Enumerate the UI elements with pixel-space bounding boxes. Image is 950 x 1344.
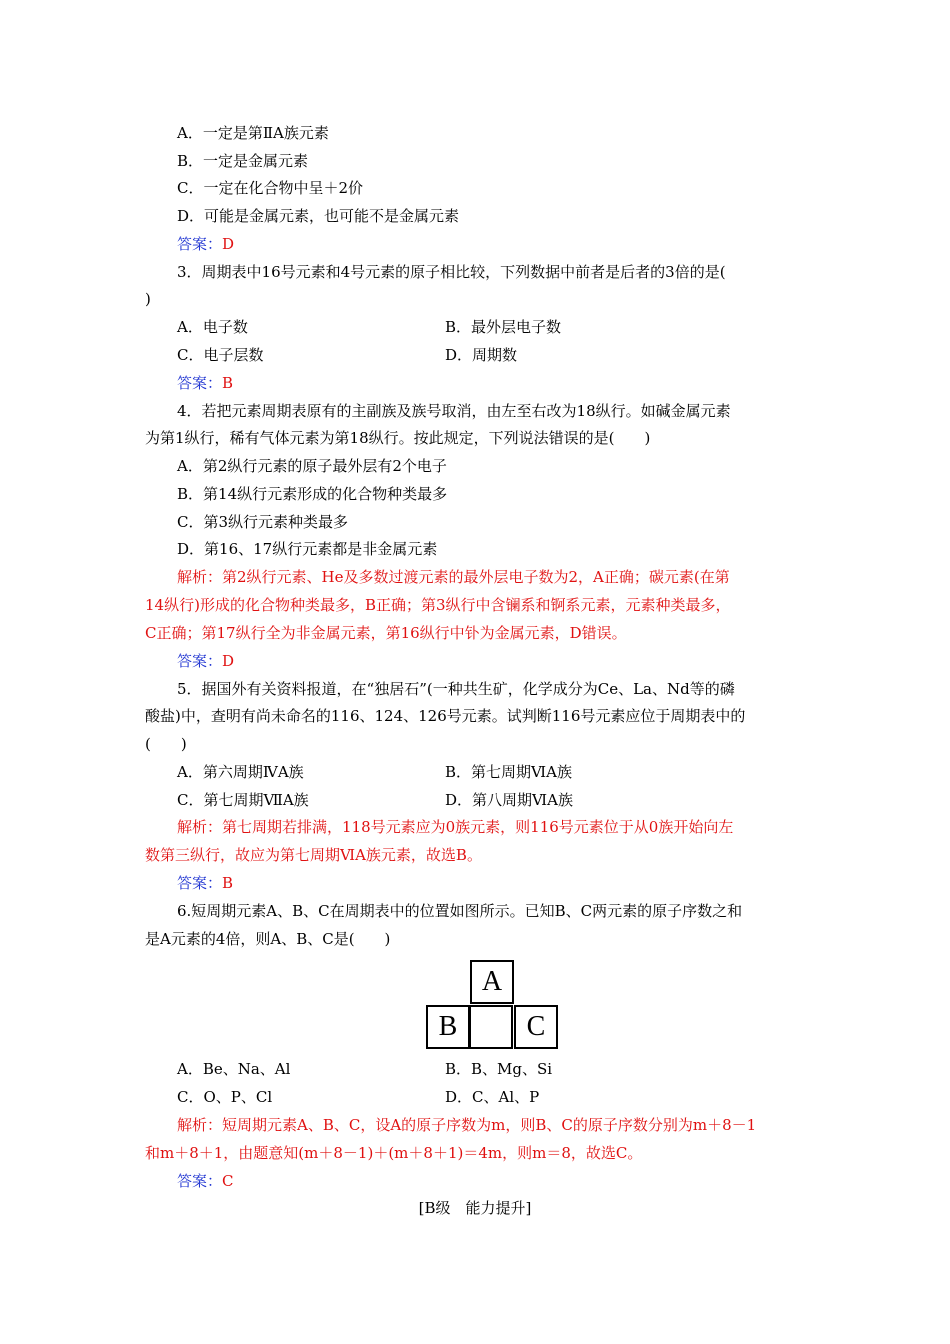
q2-answer: 答案：D xyxy=(177,235,235,253)
q4-stem-line2: 为第1纵行，稀有气体元素为第18纵行。按此规定，下列说法错误的是( ) xyxy=(145,429,651,447)
q5-option-b: B．第七周期ⅥA族 xyxy=(445,763,572,781)
q3-option-b: B．最外层电子数 xyxy=(445,318,562,336)
q5-stem-line3: ( ) xyxy=(145,735,187,753)
q6-option-a: A．Be、Na、Al xyxy=(177,1060,291,1078)
q6-answer: 答案：C xyxy=(177,1172,234,1190)
q6-stem-line2: 是A元素的4倍，则A、B、C是( ) xyxy=(145,930,391,948)
cell-a: A xyxy=(470,960,514,1004)
q2-option-c: C．一定在化合物中呈＋2价 xyxy=(177,179,364,197)
q3-stem-line2: ) xyxy=(145,290,151,308)
q4-option-b: B．第14纵行元素形成的化合物种类最多 xyxy=(177,485,448,503)
q4-option-d: D．第16、17纵行元素都是非金属元素 xyxy=(177,540,438,558)
q5-answer: 答案：B xyxy=(177,874,234,892)
q6-option-d: D．C、Al、P xyxy=(445,1088,540,1106)
q5-stem-line1: 5．据国外有关资料报道，在“独居石”(一种共生矿，化学成分为Ce、La、Nd等的磷 xyxy=(177,680,735,698)
q5-analysis-line1: 解析：第七周期若排满，118号元素应为0族元素，则116号元素位于从0族开始向左 xyxy=(177,818,734,836)
q3-option-a: A．电子数 xyxy=(177,318,248,336)
q3-option-c: C．电子层数 xyxy=(177,346,264,364)
cell-empty xyxy=(469,1005,513,1049)
section-title: [B级 能力提升] xyxy=(418,1199,532,1217)
q3-stem-line1: 3．周期表中16号元素和4号元素的原子相比较，下列数据中前者是后者的3倍的是( xyxy=(177,263,726,281)
q4-option-c: C．第3纵行元素种类最多 xyxy=(177,513,349,531)
q2-option-b: B．一定是金属元素 xyxy=(177,152,309,170)
q4-answer: 答案：D xyxy=(177,652,235,670)
q5-option-d: D．第八周期ⅥA族 xyxy=(445,791,573,809)
q4-analysis-line1: 解析：第2纵行元素、He及多数过渡元素的最外层电子数为2，A正确；碳元素(在第 xyxy=(177,568,730,586)
q5-option-a: A．第六周期ⅣA族 xyxy=(177,763,304,781)
q4-option-a: A．第2纵行元素的原子最外层有2个电子 xyxy=(177,457,447,475)
cell-b: B xyxy=(426,1005,470,1049)
q6-option-b: B．B、Mg、Si xyxy=(445,1060,553,1078)
q3-answer: 答案：B xyxy=(177,374,234,392)
q5-stem-line2: 酸盐)中，查明有尚未命名的116、124、126号元素。试判断116号元素应位于周期表中的 xyxy=(145,707,746,725)
q6-analysis-line2: 和m＋8＋1，由题意知(m＋8－1)＋(m＋8＋1)＝4m，则m＝8，故选C。 xyxy=(145,1144,643,1162)
q2-option-d: D．可能是金属元素，也可能不是金属元素 xyxy=(177,207,460,225)
q2-option-a: A．一定是第ⅡA族元素 xyxy=(177,124,329,142)
q6-stem-line1: 6.短周期元素A、B、C在周期表中的位置如图所示。已知B、C两元素的原子序数之和 xyxy=(177,902,743,920)
q5-option-c: C．第七周期ⅦA族 xyxy=(177,791,309,809)
q5-analysis-line2: 数第三纵行，故应为第七周期ⅥA族元素，故选B。 xyxy=(145,846,482,864)
q4-analysis-line3: C正确；第17纵行全为非金属元素，第16纵行中钋为金属元素，D错误。 xyxy=(145,624,627,642)
q4-analysis-line2: 14纵行)形成的化合物种类最多，B正确；第3纵行中含镧系和锕系元素，元素种类最多， xyxy=(145,596,731,614)
cell-c: C xyxy=(514,1005,558,1049)
q6-option-c: C．O、P、Cl xyxy=(177,1088,273,1106)
q4-stem-line1: 4．若把元素周期表原有的主副族及族号取消，由左至右改为18纵行。如碱金属元素 xyxy=(177,402,731,420)
q6-analysis-line1: 解析：短周期元素A、B、C，设A的原子序数为m，则B、C的原子序数分别为m＋8－1 xyxy=(177,1116,757,1134)
q3-option-d: D．周期数 xyxy=(445,346,518,364)
